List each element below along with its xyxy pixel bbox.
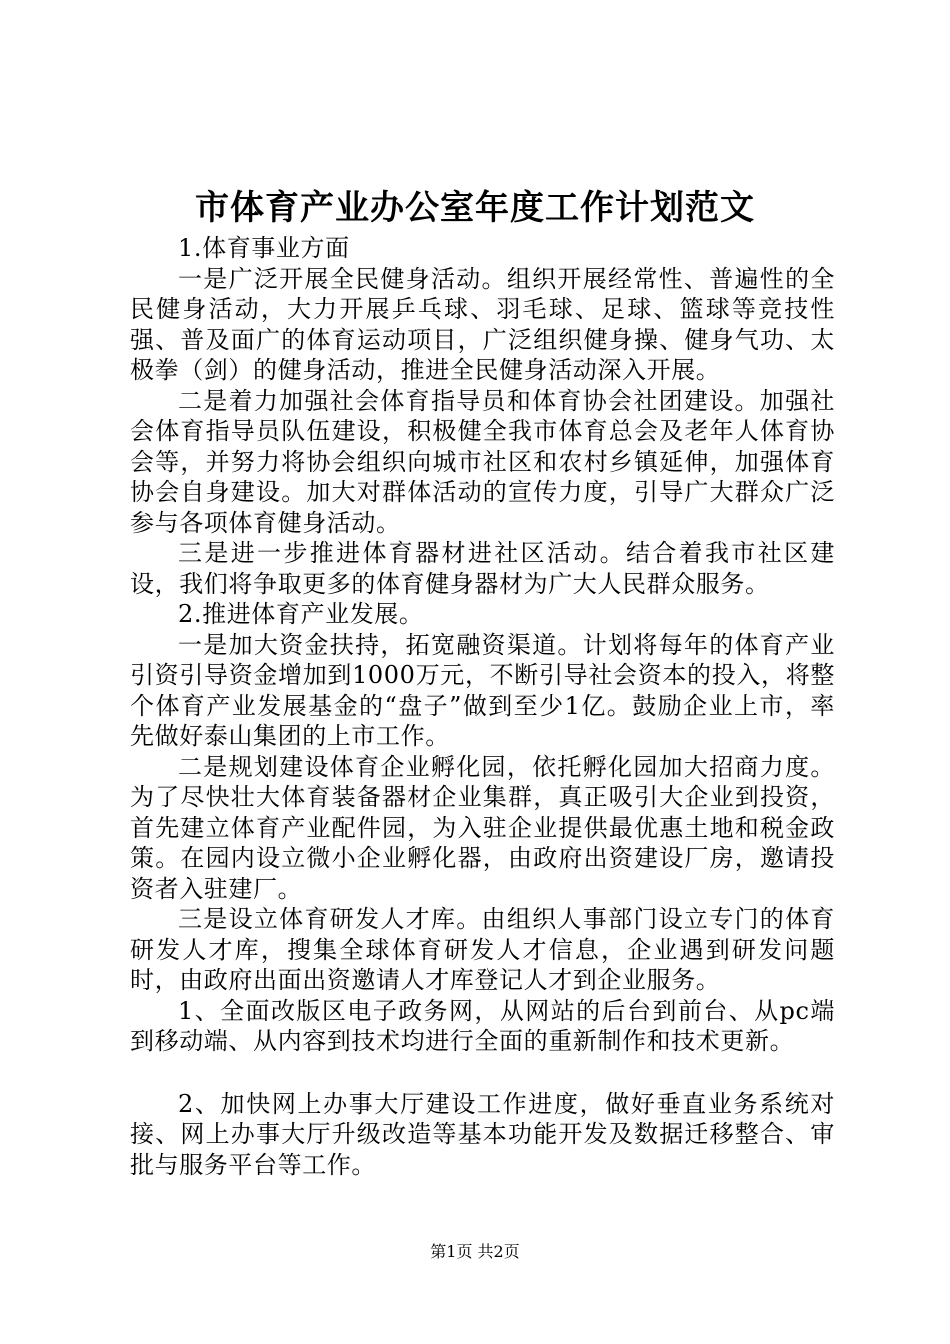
document-title: 市体育产业办公室年度工作计划范文 xyxy=(195,188,755,228)
paragraph-equipment-community: 三是进一步推进体育器材进社区活动。结合着我市社区建设，我们将争取更多的体育健身器材为广大人民群众服务。 xyxy=(130,539,835,598)
paragraph-incubator-park: 二是规划建设体育企业孵化园，依托孵化园加大招商力度。为了尽快壮大体育装备器材企业集群，真正吸引大企业到投资，首先建立体育产业配件园，为入驻企业提供最优惠土地和税金政策。在园内设立微小企业孵化器，由政府出资建设厂房，邀请投资者入驻建厂。 xyxy=(130,752,835,903)
paragraph-sports-instructors: 二是着力加强社会体育指导员和体育协会社团建设。加强社会体育指导员队伍建设，积极健全我市体育总会及老年人体育协会等，并努力将协会组织向城市社区和农村乡镇延伸，加强体育协会自身建设。加大对群体活动的宣传力度，引导广大群众广泛参与各项体育健身活动。 xyxy=(130,386,835,537)
paragraph-fitness-activities: 一是广泛开展全民健身活动。组织开展经常性、普遍性的全民健身活动，大力开展乒乓球、羽毛球、足球、篮球等竞技性强、普及面广的体育运动项目，广泛组织健身操、健身气功、太极拳（剑）的健身活动，推进全民健身活动深入开展。 xyxy=(130,264,835,384)
page-number-footer: 第1页 共2页 xyxy=(430,1242,520,1261)
paragraph-industry-heading: 2.推进体育产业发展。 xyxy=(178,600,424,628)
paragraph-e-government-site: 1、全面改版区电子政务网，从网站的后台到前台、从pc端到移动端、从内容到技术均进行全面的重新制作和技术更新。 xyxy=(130,996,835,1055)
paragraph-talent-pool: 三是设立体育研发人才库。由组织人事部门设立专门的体育研发人才库，搜集全球体育研发人才信息，企业遇到研发问题时，由政府出面出资邀请人才库登记人才到企业服务。 xyxy=(130,905,835,994)
paragraph-online-service-hall: 2、加快网上办事大厅建设工作进度，做好垂直业务系统对接、网上办事大厅升级改造等基本功能开发及数据迁移整合、审批与服务平台等工作。 xyxy=(130,1089,835,1179)
paragraph-sports-affairs-heading: 1.体育事业方面 xyxy=(178,234,350,262)
document-body xyxy=(130,233,835,1180)
paragraph-funding-support: 一是加大资金扶持，拓宽融资渠道。计划将每年的体育产业引资引导资金增加到1000万元，不断引导社会资本的投入，将整个体育产业发展基金的“盘子”做到至少1亿。鼓励企业上市，率先做好泰山集团的上市工作。 xyxy=(130,630,835,750)
